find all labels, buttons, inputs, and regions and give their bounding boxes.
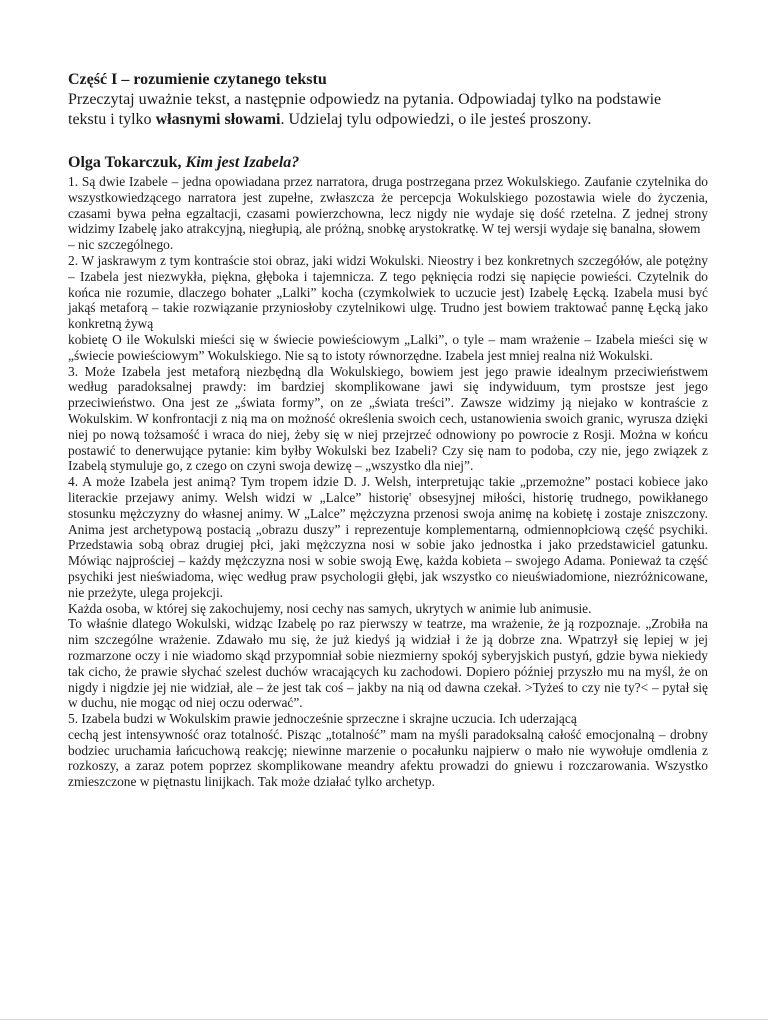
paragraph-4: 4. A może Izabela jest animą? Tym tropem idzie D. J. Welsh, interpretując takie „przemożne” postaci kobiece jako literackie przejawy animy. Welsh widzi w „Lalce” historię' obsesyjnej miłości, historię trudnego, powikłanego stosunku mężczyzny do własnej animy. W „Lalce” mężczyzna przenosi swoja animę na kobietę i zostaje zniszczony. Anima jest archetypową postacią „obrazu duszy” i reprezentuje komplementarną, odmiennopłciową część psychiki. Przedstawia sobą obraz drugiej płci, jaki mężczyzna nosi w sobie jako jednostka i jako przedstawiciel gatunku. Mówiąc najprościej – każdy mężczyzna nosi w sobie swoją Ewę, każda kobieta – swojego Adama. Ponieważ ta część psychiki jest nieświadoma, więc według praw psychologii głębi, jak wszystko co nieuświadomione, niezróżnicowane, nie przeżyte, ulega projekcji. bbox=[68, 474, 708, 600]
paragraph-5-cont: cechą jest intensywność oraz totalność. Pisząc „totalność” mam na myśli paradoksalną całość emocjonalną – drobny bodziec uruchamia łańcuchową reakcję; niewinne marzenie o pocałunku najpierw o mało nie wywołuje omdlenia z rozkoszy, a zaraz potem poprzez skomplikowane meandry afektu prowadzi do gniewu i rozczarowania. Wszystko zmieszczone w piętnastu linijkach. Tak może działać tylko archetyp. bbox=[68, 726, 708, 790]
paragraph-1-end: – nic szczególnego. bbox=[68, 237, 174, 253]
document-page bbox=[68, 70, 708, 790]
paragraph-5: 5. Izabela budzi w Wokulskim prawie jednocześnie sprzeczne i skrajne uczucia. Ich uderzającą bbox=[68, 711, 577, 727]
author-name: Olga Tokarczuk, bbox=[68, 154, 186, 171]
instructions-text-2: . Udzielaj tylu odpowiedzi, o ile jesteś proszony. bbox=[280, 111, 592, 128]
text-heading bbox=[68, 153, 708, 173]
section-title: Część I – rozumienie czytanego tekstu bbox=[68, 71, 327, 88]
paragraph-2: 2. W jaskrawym z tym kontraście stoi obraz, jaki widzi Wokulski. Nieostry i bez konkretnych szczegółów, ale potężny – Izabela jest niezwykła, piękna, głęboka i tajemnicza. Z tego pęknięcia rodzi się napięcie powieści. Czytelnik do końca nie rozumie, dlaczego bohater „Lalki” kocha (czymkolwiek to uczucie jest) Izabelę Łęcką. Izabela musi być jakąś metaforą – takie rozwiązanie przyniosłoby czytelnikowi ulgę. Trudno jest bowiem traktować pannę Łęcką jako konkretną żywą bbox=[68, 252, 708, 332]
paragraph-4-cont: Każda osoba, w której się zakochujemy, nosi cechy nas samych, ukrytych w animie lub animusie. bbox=[68, 600, 592, 616]
instructions-bold: własnymi słowami bbox=[155, 111, 281, 128]
instructions bbox=[68, 90, 688, 130]
paragraph-1: 1. Są dwie Izabele – jedna opowiadana przez narratora, druga postrzegana przez Wokulskiego. Zaufanie czytelnika do wszystkowiedzącego narratora jest zupełne, zwłaszcza że percepcja Wokulskiego pozostawia wiele do życzenia, czasami bywa pełna egzaltacji, czasami powierzchowna, lecz nigdy nie wydaje się dość rzetelna. Z jednej strony widzimy Izabelę jako atrakcyjną, niegłupią, ale próżną, snobkę arystokratkę. W tej wersji wydaje się banalna, słowem bbox=[68, 174, 708, 237]
page-edge-line bbox=[0, 1019, 768, 1020]
instructions-text-1: Przeczytaj uważnie tekst, a następnie odpowiedz na pytania. Odpowiadaj tylko na podstawie tekstu i tylko bbox=[68, 91, 662, 128]
paragraph-3: 3. Może Izabela jest metaforą niezbędną dla Wokulskiego, bowiem jest jego prawie idealnym przeciwieństwem według paradoksalnej prawdy: im bardziej skomplikowane jawi się indywiduum, tym prostsze jest jego przeciwieństwo. Ona jest ze „świata formy”, on ze „świata treści”. Zawsze widzimy ją niejako w kontraście z Wokulskim. W konfrontacji z nią ma on możność określenia swoich cech, ustanowienia swoich granic, wyrusza dzięki niej po nową tożsamość i wraca do niej, żeby się w niej przejrzeć odnowiony po powrocie z Rosji. Można w końcu postawić to denerwujące pytanie: kim byłby Wokulski bez Izabeli? Czy się nam to podoba, czy nie, jego związek z Izabelą stymuluje go, z czego on czyni swoja dewizę – „wszystko dla niej”. bbox=[68, 363, 708, 474]
paragraph-2-cont: kobietę O ile Wokulski mieści się w świecie powieściowym „Lalki”, o tyle – mam wrażenie – Izabela mieści się w „świecie powieściowym” Wokulskiego. Nie są to istoty równorzędne. Izabela jest mniej realna niż Wokulski. bbox=[68, 331, 708, 363]
text-body bbox=[68, 174, 708, 790]
paragraph-4-quote: To właśnie dlatego Wokulski, widząc Izabelę po raz pierwszy w teatrze, ma wrażenie, że ją rozpoznaje. „Zrobiła na nim szczególne wrażenie. Zdawało mu się, że już kiedyś ją widział i że ją dobrze zna. Wpatrzył się lepiej w jej rozmarzone oczy i nie wiadomo skąd przypomniał sobie niezmierny spokój syberyjskich pustyń, gdzie bywa niekiedy tak cicho, że prawie słychać szelest duchów wracających ku zachodowi. Dopiero później przyszło mu na myśl, że on nigdy i nigdzie jej nie widział, ale – że jest tak coś – jakby na nią od dawna czekał. >Tyżeś to czy nie ty?< – pytał się w duchu, nie mogąc od niej oczu oderwać”. bbox=[68, 616, 708, 711]
text-title: Kim jest Izabela? bbox=[185, 154, 300, 171]
